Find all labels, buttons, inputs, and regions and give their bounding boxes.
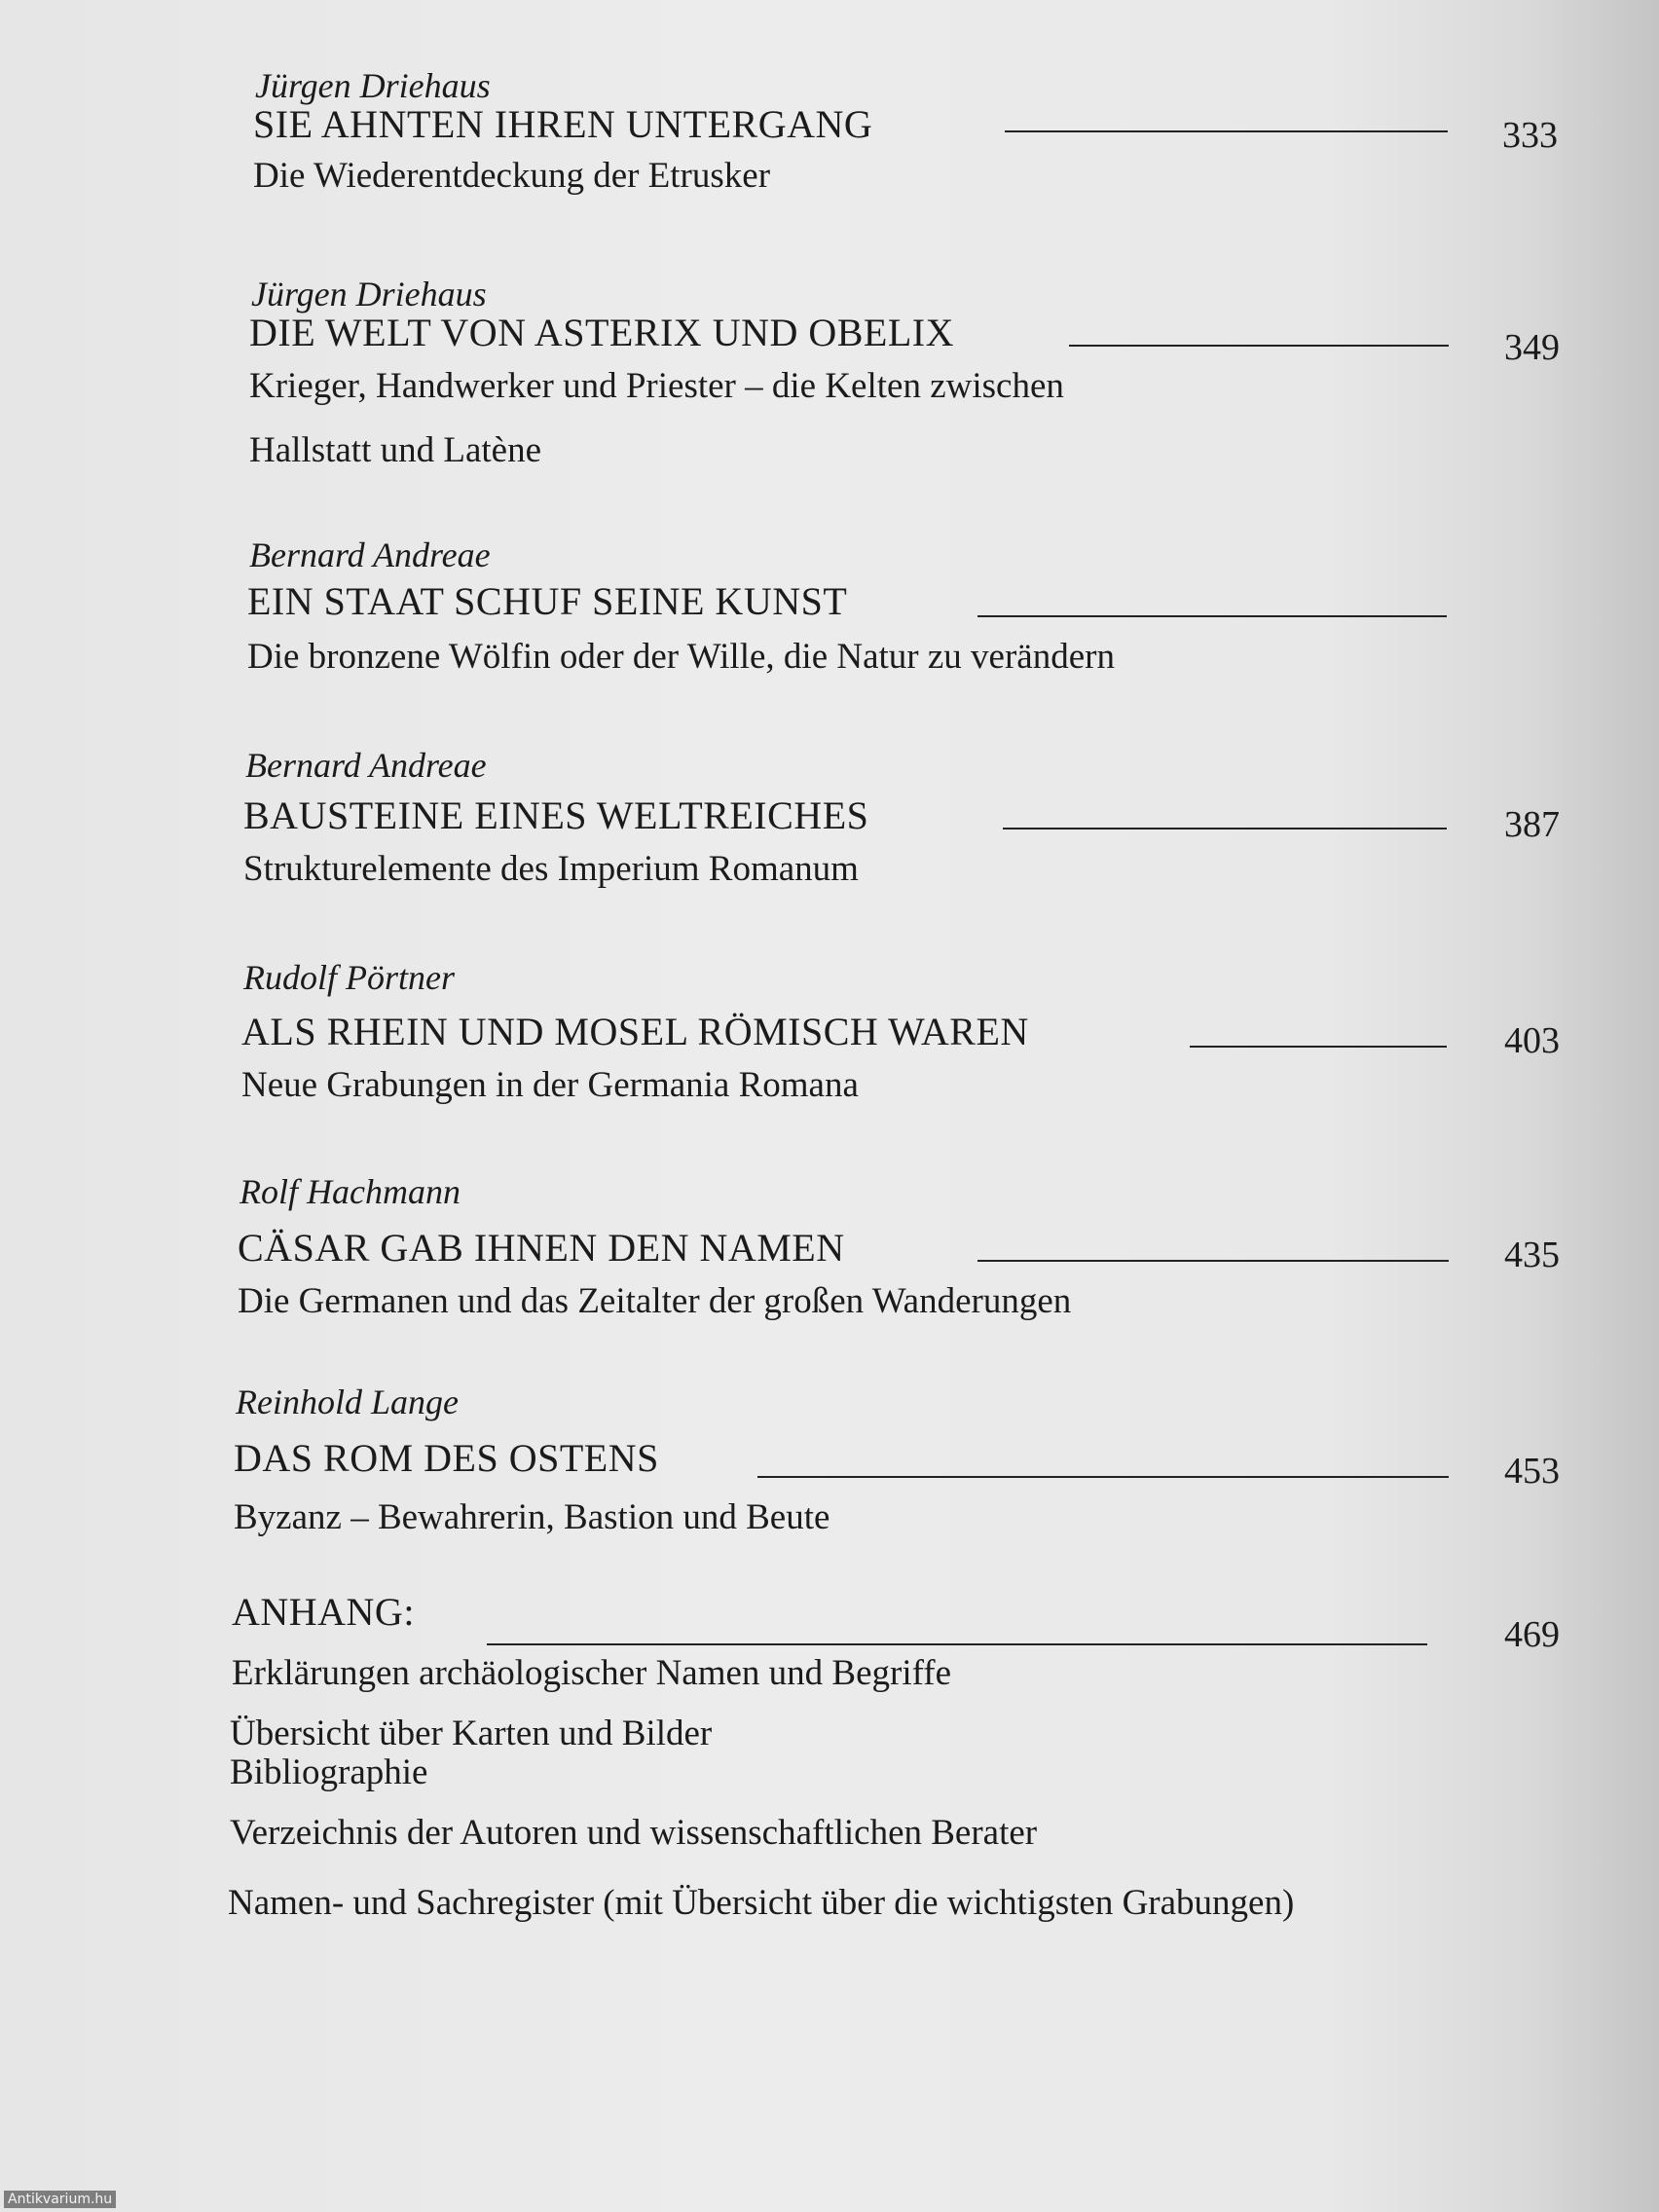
appendix-item: Übersicht über Karten und Bilder	[230, 1714, 713, 1753]
entry-subtitle: Die Germanen und das Zeitalter der großen Wanderungen	[238, 1281, 1072, 1321]
entry-page-number: 435	[1504, 1235, 1560, 1275]
appendix-item: Verzeichnis der Autoren und wissenschaftlichen Berater	[230, 1813, 1038, 1853]
entry-author: Jürgen Driehaus	[255, 66, 491, 105]
appendix-item: Bibliographie	[230, 1752, 428, 1792]
entry-author: Reinhold Lange	[236, 1382, 459, 1421]
entry-subtitle: Neue Grabungen in der Germania Romana	[241, 1065, 859, 1105]
leader-rule	[1003, 828, 1447, 830]
appendix-item: Namen- und Sachregister (mit Übersicht über die wichtigsten Grabungen)	[228, 1883, 1295, 1923]
leader-rule	[977, 615, 1447, 617]
entry-title: DIE WELT VON ASTERIX UND OBELIX	[249, 311, 954, 354]
entry-subtitle: Krieger, Handwerker und Priester – die Kelten zwischen	[249, 366, 1064, 406]
entry-subtitle: Strukturelemente des Imperium Romanum	[243, 849, 859, 889]
entry-author: Jürgen Driehaus	[251, 275, 487, 313]
entry-page-number: 387	[1504, 804, 1560, 845]
entry-subtitle: Die Wiederentdeckung der Etrusker	[253, 156, 771, 196]
entry-page-number: 333	[1502, 115, 1558, 156]
entry-page-number: 453	[1504, 1451, 1560, 1492]
entry-page-number: 403	[1504, 1020, 1560, 1061]
entry-subtitle: Byzanz – Bewahrerin, Bastion und Beute	[234, 1497, 830, 1537]
entry-title: ALS RHEIN UND MOSEL RÖMISCH WAREN	[241, 1010, 1029, 1053]
entry-title: DAS ROM DES OSTENS	[234, 1436, 659, 1480]
entry-author: Rolf Hachmann	[240, 1172, 461, 1211]
entry-title: SIE AHNTEN IHREN UNTERGANG	[253, 102, 873, 146]
leader-rule	[1005, 130, 1448, 132]
entry-page-number: 349	[1504, 327, 1560, 368]
leader-rule	[1190, 1046, 1447, 1048]
entry-author: Rudolf Pörtner	[243, 958, 455, 997]
entry-author: Bernard Andreae	[245, 746, 487, 785]
leader-rule	[977, 1260, 1449, 1262]
entry-subtitle: Hallstatt und Latène	[249, 430, 542, 470]
entry-title: CÄSAR GAB IHNEN DEN NAMEN	[238, 1226, 845, 1270]
entry-author: Bernard Andreae	[249, 535, 491, 574]
entry-title: EIN STAAT SCHUF SEINE KUNST	[247, 579, 848, 623]
leader-rule	[757, 1476, 1449, 1478]
appendix-page-number: 469	[1504, 1614, 1560, 1655]
appendix-title: ANHANG:	[232, 1590, 415, 1634]
leader-rule	[487, 1643, 1427, 1645]
appendix-item: Erklärungen archäologischer Namen und Begriffe	[232, 1653, 952, 1693]
watermark-label: Antikvarium.hu	[4, 2191, 116, 2208]
entry-subtitle: Die bronzene Wölfin oder der Wille, die Natur zu verändern	[247, 637, 1115, 677]
entry-title: BAUSTEINE EINES WELTREICHES	[243, 793, 869, 837]
leader-rule	[1069, 345, 1449, 347]
